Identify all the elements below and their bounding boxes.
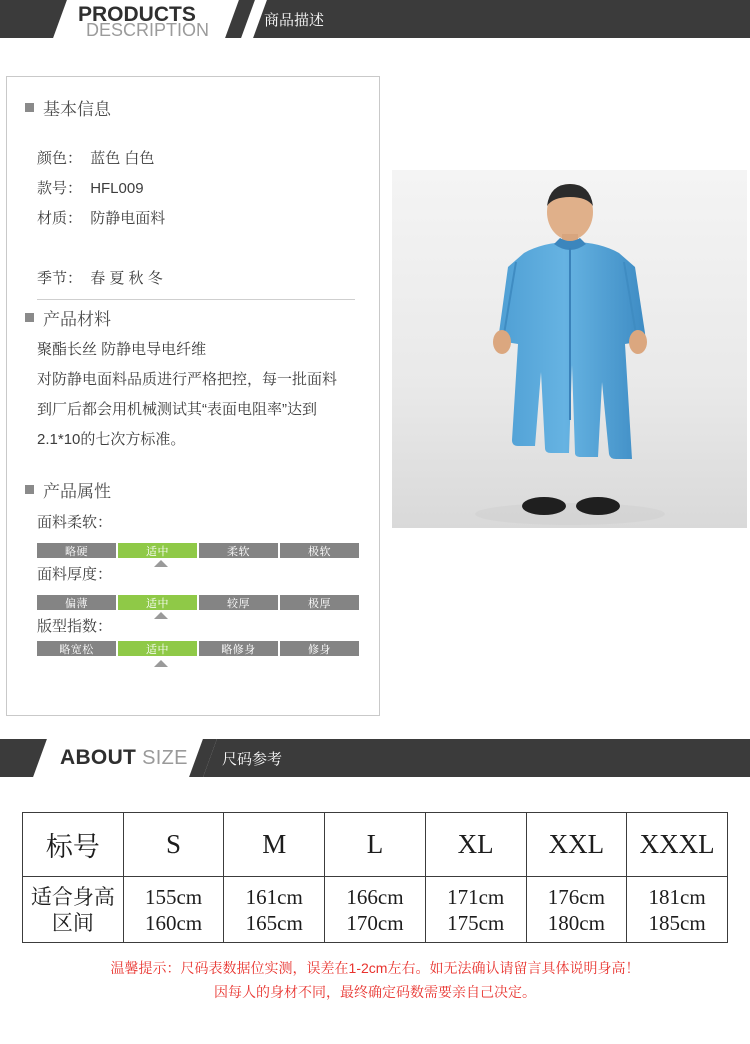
size-cell-l-min: 166cm <box>346 884 404 909</box>
header2-english <box>60 739 188 777</box>
basic-info-title <box>25 95 111 120</box>
scale-seg-fit-3[interactable]: 修身 <box>280 641 359 656</box>
header1-line2: DESCRIPTION <box>86 20 210 38</box>
scale-seg-softness-2[interactable]: 柔软 <box>199 543 278 558</box>
info-row-material <box>37 207 165 228</box>
material-line-1: 聚酯长丝 防静电导电纤维 <box>37 341 207 358</box>
size-header-s: S <box>123 813 224 877</box>
size-table <box>22 812 728 943</box>
header2-light-text: SIZE <box>142 746 188 769</box>
scale-seg-softness-0[interactable]: 略硬 <box>37 543 116 558</box>
scale-seg-thickness-2[interactable]: 较厚 <box>199 595 278 610</box>
info-row-season <box>37 267 163 288</box>
attr-scale-thickness[interactable] <box>37 595 359 610</box>
header1-line1: PRODUCTS <box>78 3 196 26</box>
scale-seg-fit-0[interactable]: 略宽松 <box>37 641 116 656</box>
basic-info-card <box>6 76 380 716</box>
info-value-color: 蓝色 白色 <box>90 150 155 167</box>
basic-info-title-text: 基本信息 <box>43 100 111 119</box>
size-notice-line1: 温馨提示：尺码表数据位实测，误差在1-2cm左右。如无法确认请留言具体说明身高！ <box>110 960 640 976</box>
size-cell-xl <box>425 877 526 943</box>
info-value-season: 春 夏 秋 冬 <box>90 270 163 287</box>
scale-seg-fit-2[interactable]: 略修身 <box>199 641 278 656</box>
attr-scale-softness[interactable] <box>37 543 359 558</box>
divider-line <box>37 299 355 300</box>
size-cell-xxxl <box>627 877 728 943</box>
scale-seg-softness-3[interactable]: 极软 <box>280 543 359 558</box>
info-key-season: 季节： <box>37 270 83 287</box>
table-row-header <box>23 813 728 877</box>
attr-scale-fit[interactable] <box>37 641 359 656</box>
size-cell-xl-min: 171cm <box>447 884 505 909</box>
bullet-square-icon <box>25 485 34 494</box>
scale-seg-thickness-3[interactable]: 极厚 <box>280 595 359 610</box>
attributes-title <box>25 477 111 502</box>
size-notice-line2: 因每人的身材不同，最终确定码数需要亲自己决定。 <box>214 984 536 1000</box>
size-header-xxxl: XXXL <box>627 813 728 877</box>
size-cell-m <box>224 877 325 943</box>
attr-label-softness: 面料柔软： <box>37 514 113 531</box>
size-header-xxl: XXL <box>526 813 627 877</box>
section-header-products-description <box>0 0 750 38</box>
attr-label-thickness: 面料厚度： <box>37 566 113 583</box>
scale-marker-fit-icon <box>154 660 168 667</box>
model-illustration-icon <box>392 170 747 528</box>
size-cell-s-min: 155cm <box>144 884 203 909</box>
bullet-square-icon <box>25 313 34 322</box>
material-line-4: 2.1*10的七次方标准。 <box>37 431 186 448</box>
size-cell-xxl-min: 176cm <box>547 884 605 909</box>
size-cell-l <box>325 877 426 943</box>
scale-marker-softness-icon <box>154 560 168 567</box>
size-cell-l-max: 170cm <box>346 910 404 935</box>
attr-label-fit: 版型指数： <box>37 618 113 635</box>
product-photo <box>392 170 747 528</box>
scale-marker-thickness-icon <box>154 612 168 619</box>
attributes-title-text: 产品属性 <box>43 482 111 501</box>
size-header-l: L <box>325 813 426 877</box>
size-cell-s <box>123 877 224 943</box>
info-row-model <box>37 177 144 198</box>
material-paragraph <box>37 335 367 455</box>
size-header-m: M <box>224 813 325 877</box>
bullet-square-icon <box>25 103 34 112</box>
info-key-model: 款号： <box>37 180 83 197</box>
size-cell-xl-max: 175cm <box>447 910 505 935</box>
size-row-label-line1: 适合身高 <box>30 884 115 909</box>
scale-seg-thickness-0[interactable]: 偏薄 <box>37 595 116 610</box>
info-value-model: HFL009 <box>90 180 144 197</box>
size-header-label: 标号 <box>23 813 124 877</box>
scale-seg-softness-1[interactable]: 适中 <box>118 543 197 558</box>
size-cell-m-max: 165cm <box>245 910 303 935</box>
size-cell-xxxl-max: 185cm <box>648 910 706 935</box>
info-value-material: 防静电面料 <box>90 210 166 227</box>
material-line-2: 对防静电面料品质进行严格把控，每一批面料 <box>37 371 338 388</box>
info-key-color: 颜色： <box>37 150 83 167</box>
size-cell-xxl-max: 180cm <box>547 910 605 935</box>
header1-chinese: 商品描述 <box>264 11 325 29</box>
size-cell-s-max: 160cm <box>144 910 203 935</box>
size-cell-m-min: 161cm <box>245 884 303 909</box>
size-row-label-line2: 区间 <box>51 910 94 935</box>
material-line-3: 到厂后都会用机械测试其“表面电阻率”达到 <box>37 401 317 418</box>
scale-seg-thickness-1[interactable]: 适中 <box>118 595 197 610</box>
header2-strong-text: ABOUT <box>60 746 137 769</box>
material-title <box>25 305 111 330</box>
info-row-color <box>37 147 154 168</box>
table-row-height <box>23 877 728 943</box>
size-row-label <box>23 877 124 943</box>
size-notice <box>0 956 750 1004</box>
size-cell-xxxl-min: 181cm <box>648 884 706 909</box>
info-key-material: 材质： <box>37 210 83 227</box>
header2-chinese: 尺码参考 <box>222 750 283 768</box>
material-title-text: 产品材料 <box>43 310 111 329</box>
section-header-about-size <box>0 739 750 777</box>
size-header-xl: XL <box>425 813 526 877</box>
scale-seg-fit-1[interactable]: 适中 <box>118 641 197 656</box>
size-cell-xxl <box>526 877 627 943</box>
